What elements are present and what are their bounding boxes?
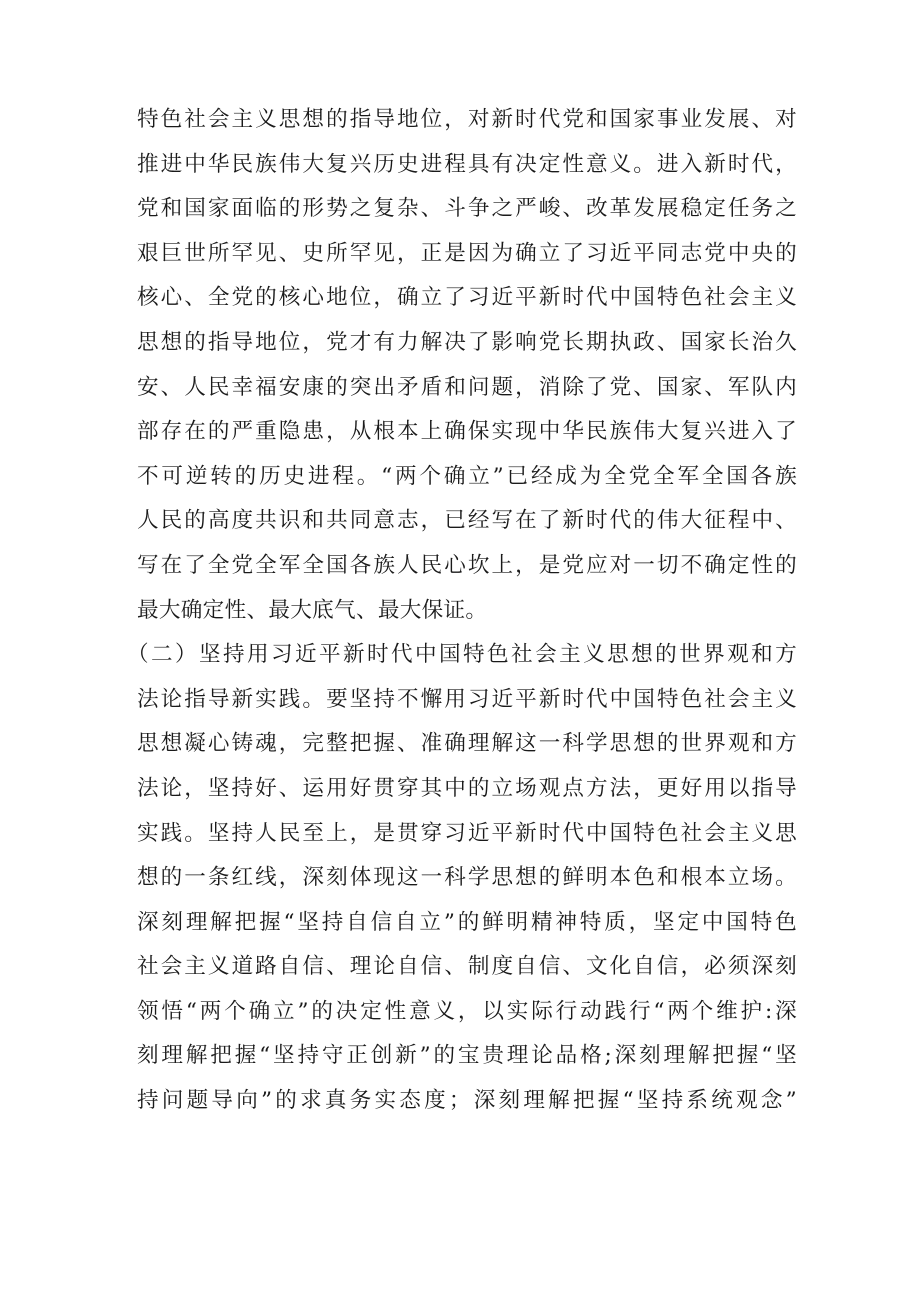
text-line: 实践。坚持人民至上，是贯穿习近平新时代中国特色社会主义思	[137, 820, 797, 846]
text-line: 思想凝心铸魂，完整把握、准确理解这一科学思想的世界观和方	[137, 731, 797, 757]
text-line: 艰巨世所罕见、史所罕见，正是因为确立了习近平同志党中央的	[137, 240, 797, 266]
text-line: 部存在的严重隐患，从根本上确保实现中华民族伟大复兴进入了	[137, 419, 797, 445]
text-line: 法论，坚持好、运用好贯穿其中的立场观点方法，更好用以指导	[137, 775, 797, 801]
paragraph-end-line: 最大确定性、最大底气、最大保证。	[137, 597, 488, 623]
text-line: 持问题导向”的求真务实态度；深刻理解把握“坚持系统观念”	[137, 1088, 797, 1114]
text-line: 特色社会主义思想的指导地位，对新时代党和国家事业发展、对	[137, 107, 797, 132]
text-line: 人民的高度共识和共同意志，已经写在了新时代的伟大征程中、	[137, 508, 797, 534]
text-line: 深刻理解把握“坚持自信自立”的鲜明精神特质，坚定中国特色	[137, 909, 797, 935]
text-line: 法论指导新实践。要坚持不懈用习近平新时代中国特色社会主义	[137, 686, 797, 712]
text-line: 想的一条红线，深刻体现这一科学思想的鲜明本色和根本立场。	[137, 865, 797, 891]
text-line: 核心、全党的核心地位，确立了习近平新时代中国特色社会主义	[137, 285, 797, 311]
text-line: 刻理解把握“坚持守正创新”的宝贵理论品格;深刻理解把握“坚	[137, 1043, 797, 1069]
text-line: 党和国家面临的形势之复杂、斗争之严峻、改革发展稳定任务之	[137, 196, 797, 222]
text-line: 不可逆转的历史进程。“两个确立”已经成为全党全军全国各族	[137, 463, 797, 489]
text-line: 推进中华民族伟大复兴历史进程具有决定性意义。进入新时代，	[137, 151, 797, 177]
section-heading-line: （二）坚持用习近平新时代中国特色社会主义思想的世界观和方	[127, 642, 797, 668]
body-text	[127, 98, 797, 1124]
text-line: 领悟“两个确立”的决定性意义，以实际行动践行“两个维护:深	[137, 998, 797, 1024]
text-line: 安、人民幸福安康的突出矛盾和问题，消除了党、国家、军队内	[137, 374, 797, 400]
text-line: 思想的指导地位，党才有力解决了影响党长期执政、国家长治久	[137, 329, 797, 355]
text-line: 社会主义道路自信、理论自信、制度自信、文化自信，必须深刻	[137, 954, 797, 980]
text-line: 写在了全党全军全国各族人民心坎上，是党应对一切不确定性的	[137, 552, 797, 578]
